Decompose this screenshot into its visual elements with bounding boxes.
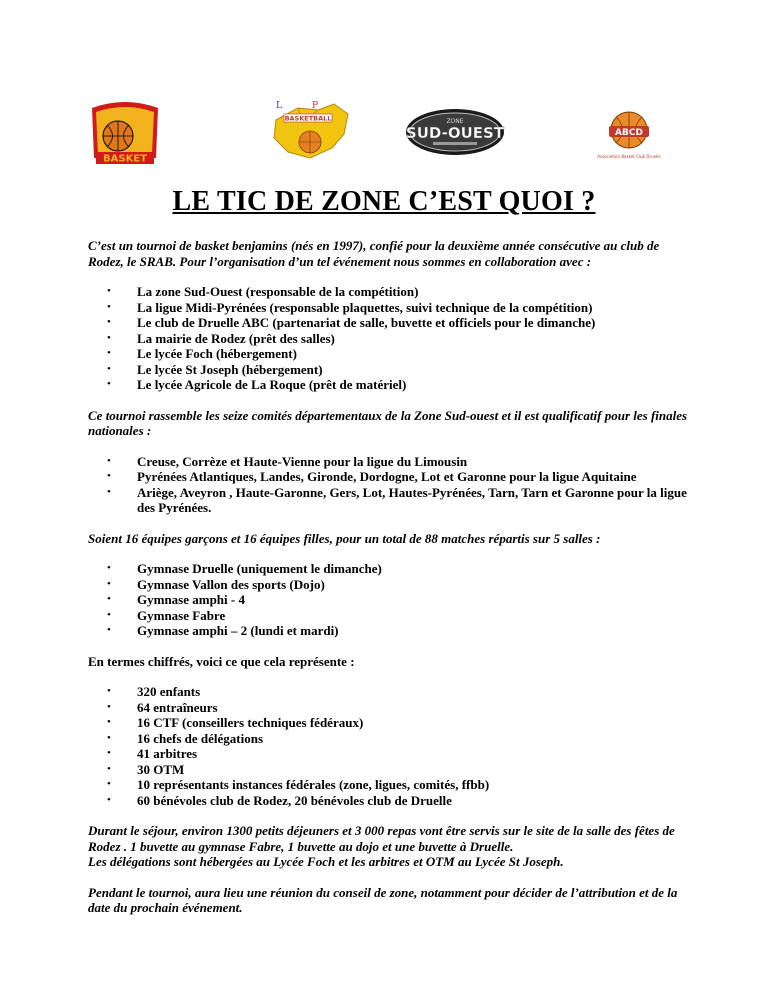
abcd-logo-subtext: Association Basket Club Druelle — [597, 154, 661, 159]
committees-list — [88, 454, 688, 516]
svg-text:L: L — [276, 101, 282, 111]
list-item: • 30 OTM — [88, 762, 688, 778]
list-item: • Pyrénées Atlantiques, Landes, Gironde, Dordogne, Lot et Garonne pour la ligue Aquitaine — [88, 469, 688, 485]
list-item: • Le lycée St Joseph (hébergement) — [88, 362, 688, 378]
list-item: • Le lycée Foch (hébergement) — [88, 346, 688, 362]
list-item: • La zone Sud-Ouest (responsable de la compétition) — [88, 284, 688, 300]
stay-paragraph: Durant le séjour, environ 1300 petits déjeuners et 3 000 repas vont être servis sur le site de la salle des fêtes de Rodez . 1 buvette au gymnase Fabre, 1 buvette au dojo et une buvette à Druelle. — [88, 823, 675, 854]
list-item: • Gymnase amphi - 4 — [88, 592, 688, 608]
list-item: • Gymnase amphi – 2 (lundi et mardi) — [88, 623, 688, 639]
list-item: • 16 CTF (conseillers techniques fédéraux) — [88, 715, 688, 731]
list-item: • Ariège, Aveyron , Haute-Garonne, Gers, Lot, Hautes-Pyrénées, Tarn, Tarn et Garonne pour la ligue des Pyrénées. — [88, 485, 688, 516]
list-item: • La ligue Midi-Pyrénées (responsable plaquettes, suivi technique de la compétition) — [88, 300, 688, 316]
srab-logo-text: BASKET — [103, 153, 147, 165]
venues-list — [88, 561, 688, 639]
meeting-paragraph: Pendant le tournoi, aura lieu une réunion du conseil de zone, notamment pour décider de l’attribution et de la date du prochain événement. — [88, 884, 678, 915]
list-item: • Le lycée Agricole de La Roque (prêt de matériel) — [88, 377, 688, 393]
list-item: • Le club de Druelle ABC (partenariat de salle, buvette et officiels pour le dimanche) — [88, 315, 688, 331]
document-body — [88, 238, 688, 916]
list-item: • 60 bénévoles club de Rodez, 20 bénévoles club de Druelle — [88, 793, 688, 809]
zone-sud-ouest-logo — [405, 108, 505, 156]
abcd-logo-text: ABCD — [615, 128, 643, 138]
svg-text:P: P — [312, 101, 319, 111]
sudouest-logo-line2: SUD-OUEST — [405, 124, 505, 142]
page-title: LE TIC DE ZONE C’EST QUOI ? — [172, 186, 596, 217]
partners-list — [88, 284, 688, 393]
list-item: • Creuse, Corrèze et Haute-Vienne pour la ligue du Limousin — [88, 454, 688, 470]
figures-intro: En termes chiffrés, voici ce que cela représente : — [88, 653, 355, 669]
teams-intro: Soient 16 équipes garçons et 16 équipes filles, pour un total de 88 matches répartis sur 5 salles : — [88, 530, 601, 546]
abcd-druelle-logo — [595, 108, 663, 164]
committees-intro: Ce tournoi rassemble les seize comités départementaux de la Zone Sud-ouest et il est qualificatif pour les finales nationales : — [88, 407, 688, 438]
figures-list — [88, 684, 688, 808]
list-item: • Gymnase Vallon des sports (Dojo) — [88, 577, 688, 593]
srab-basket-logo — [90, 100, 160, 166]
list-item: • Gymnase Druelle (uniquement le dimanche) — [88, 561, 688, 577]
list-item: • 16 chefs de délégations — [88, 731, 688, 747]
sudouest-logo-line1: ZONE — [446, 118, 464, 125]
list-item: • 320 enfants — [88, 684, 688, 700]
list-item: • Gymnase Fabre — [88, 608, 688, 624]
list-item: • 64 entraîneurs — [88, 700, 688, 716]
list-item: • 41 arbitres — [88, 746, 688, 762]
lodging-paragraph: Les délégations sont hébergées au Lycée Foch et les arbitres et OTM au Lycée St Joseph. — [88, 854, 564, 869]
list-item: • 10 représentants instances fédérales (zone, ligues, comités, ffbb) — [88, 777, 688, 793]
list-item: • La mairie de Rodez (prêt des salles) — [88, 331, 688, 347]
ligue-logo-text: BASKETBALL — [284, 114, 332, 123]
ligue-basketball-logo — [268, 100, 354, 160]
intro-paragraph: C’est un tournoi de basket benjamins (nés en 1997), confié pour la deuxième année consécutive au club de Rodez, le SRAB. Pour l’organisation d’un tel événement nous sommes en collaboration avec : — [88, 238, 660, 269]
